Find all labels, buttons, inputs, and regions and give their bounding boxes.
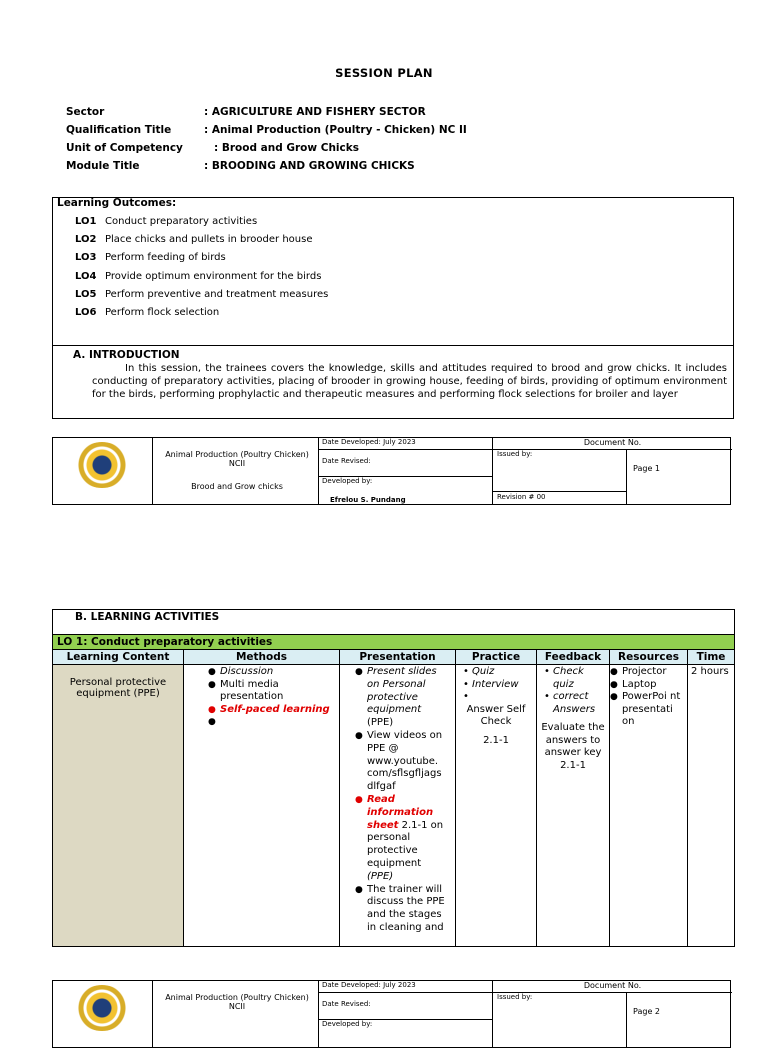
competency-value: : Brood and Grow Chicks	[214, 142, 359, 154]
footer-revision: Revision # 00	[497, 493, 546, 501]
column-header: Learning Content	[53, 650, 184, 665]
feedback-evaluate: Evaluate the answers to answer key 2.1-1	[541, 722, 605, 771]
footer-unit: Brood and Grow chicks	[191, 482, 283, 491]
footer-date-revised: Date Revised:	[322, 1000, 371, 1008]
lo-item: LO2 Place chicks and pullets in brooder house	[75, 234, 313, 245]
footer-developed-by: Developed by:	[322, 1020, 373, 1028]
footer-qualification: Animal Production (Poultry Chicken) NCII	[165, 993, 309, 1011]
footer-page: Page 1	[633, 464, 660, 473]
page-title: SESSION PLAN	[335, 66, 433, 80]
lo-title-bar: LO 1: Conduct preparatory activities	[53, 635, 735, 650]
document-footer	[52, 437, 731, 505]
feedback-item: • correct Answers	[553, 691, 606, 716]
footer-document-no: Document No.	[583, 438, 642, 447]
document-footer	[52, 980, 731, 1048]
module-value: : BROODING AND GROWING CHICKS	[204, 160, 415, 172]
lo-item: LO5 Perform preventive and treatment measures	[75, 289, 329, 300]
presentation-item: ● View videos on PPE @ www.youtube. com/sflsgfljags dlfgaf	[367, 730, 452, 794]
intro-heading: A. INTRODUCTION	[73, 349, 180, 361]
time-cell: 2 hours	[688, 665, 735, 947]
sector-value: : AGRICULTURE AND FISHERY SECTOR	[204, 106, 426, 118]
methods-cell	[184, 665, 340, 947]
practice-ref: 2.1-1	[483, 734, 509, 746]
qualification-label: Qualification Title	[66, 124, 172, 136]
presentation-item: ● The trainer will discuss the PPE and the stages in cleaning and	[367, 884, 452, 935]
outcomes-heading: Learning Outcomes:	[57, 197, 177, 209]
method-item	[220, 716, 336, 729]
divider	[52, 345, 734, 346]
feedback-cell	[537, 665, 610, 947]
seal-icon	[75, 442, 129, 488]
resources-cell	[610, 665, 688, 947]
column-header: Presentation	[340, 650, 456, 665]
footer-qualification: Animal Production (Poultry Chicken) NCII	[165, 450, 309, 468]
method-item: ● Self-paced learning	[220, 704, 336, 717]
footer-date-revised: Date Revised:	[322, 457, 371, 465]
practice-item: • Interview	[472, 679, 533, 692]
module-label: Module Title	[66, 160, 140, 172]
activities-heading: B. LEARNING ACTIVITIES	[53, 610, 735, 635]
lo-item: LO3 Perform feeding of birds	[75, 252, 226, 263]
practice-cell	[456, 665, 537, 947]
method-item: ● Multi media presentation	[220, 679, 336, 704]
resource-item: ● Projector	[622, 666, 684, 679]
practice-answer: Answer Self Check	[466, 703, 526, 727]
seal-icon	[75, 985, 129, 1031]
column-header: Methods	[184, 650, 340, 665]
column-header: Resources	[610, 650, 688, 665]
footer-developer: Efrelou S. Pundang	[330, 496, 406, 504]
feedback-item: • Check quiz	[553, 666, 606, 691]
practice-item	[472, 691, 533, 704]
column-header: Practice	[456, 650, 537, 665]
resource-item: ● Laptop	[622, 679, 684, 692]
footer-date-developed: Date Developed: July 2023	[322, 438, 416, 446]
column-header: Feedback	[537, 650, 610, 665]
method-item: ● Discussion	[220, 666, 336, 679]
lo-item: LO6 Perform flock selection	[75, 307, 220, 318]
footer-page: Page 2	[633, 1007, 660, 1016]
footer-issued-by: Issued by:	[497, 993, 533, 1001]
resource-item: ● PowerPoi nt presentati on	[622, 691, 684, 729]
competency-label: Unit of Competency	[66, 142, 183, 154]
footer-issued-by: Issued by:	[497, 450, 533, 458]
footer-date-developed: Date Developed: July 2023	[322, 981, 416, 989]
practice-item: • Quiz	[472, 666, 533, 679]
presentation-item: ● Present slides on Personal protective equipment (PPE)	[367, 666, 452, 730]
learning-content-cell: Personal protective equipment (PPE)	[53, 665, 184, 947]
footer-developed-by: Developed by:	[322, 477, 373, 485]
intro-text: In this session, the trainees covers the knowledge, skills and attitudes required to brood and grow chicks. It includes conducting of preparatory activities, placing of brooder in growing house, feeding of birds, providing of optimum environment for the birds, performing prophylactic and therapeutic measures and performing flock selections for broiler and layer	[92, 363, 727, 400]
column-header: Time	[688, 650, 735, 665]
learning-activities-table	[52, 609, 734, 956]
footer-document-no: Document No.	[583, 981, 642, 990]
qualification-value: : Animal Production (Poultry - Chicken) NC II	[204, 124, 467, 136]
lo-item: LO1 Conduct preparatory activities	[75, 216, 258, 227]
presentation-item: ● Read information sheet 2.1-1 on personal protective equipment (PPE)	[367, 794, 452, 884]
lo-item: LO4 Provide optimum environment for the birds	[75, 271, 322, 282]
presentation-cell	[340, 665, 456, 947]
sector-label: Sector	[66, 106, 105, 118]
